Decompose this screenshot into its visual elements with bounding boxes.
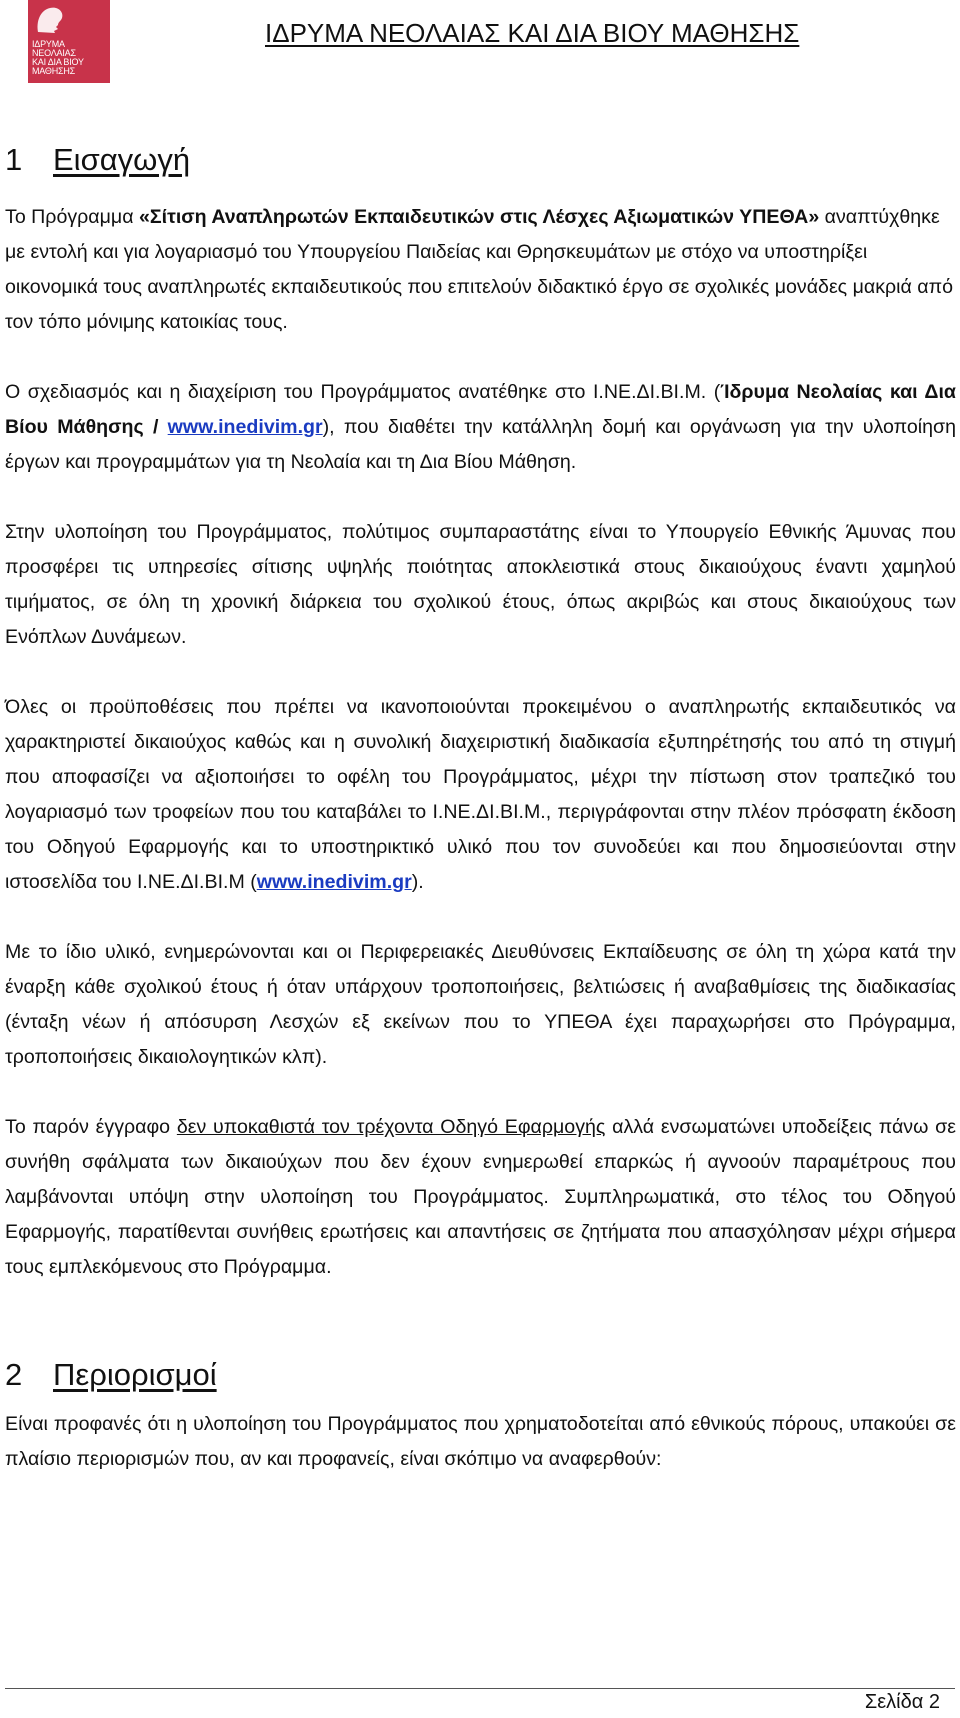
- page-header: [0, 0, 960, 90]
- paragraph-intro-4: Όλες οι προϋποθέσεις που πρέπει να ικανοποιούνται προκειμένου ο αναπληρωτής εκπαιδευτικός να χαρακτηριστεί δικαιούχος καθώς και η συνολική διαχειριστική διαδικασία εξυπηρέτησής του από τη στιγμή που αποφασίζει να αξιοποιήσει το οφέλη του Προγράμματος, μέχρι την πίστωση στον τραπεζικό του λογαριασμό των τροφείων που του καταβάλει το Ι.ΝΕ.ΔΙ.ΒΙ.Μ., περιγράφονται στην πλέον πρόσφατη έκδοση του Οδηγού Εφαρμογής και το υποστηρικτικό υλικό που τον συνοδεύει και που δημοσιεύονται στην ιστοσελίδα του Ι.ΝΕ.ΔΙ.ΒΙ.Μ (www.inedivim.gr).: [5, 696, 956, 893]
- paragraph-intro-1: Το Πρόγραμμα «Σίτιση Αναπληρωτών Εκπαιδευτικών στις Λέσχες Αξιωματικών ΥΠΕΘΑ» αναπτύχθηκε με εντολή και για λογαριασμό του Υπουργείου Παιδείας και Θρησκευμάτων με στόχο να υποστηρίξει οικονομικά τους αναπληρωτές εκπαιδευτικούς που επιτελούν διδακτικό έργο σε σχολικές μονάδες μακριά από τον τόπο μόνιμης κατοικίας τους.: [5, 206, 953, 333]
- paragraph-intro-5: Με το ίδιο υλικό, ενημερώνονται και οι Περιφερειακές Διευθύνσεις Εκπαίδευσης σε όλη τη χώρα κατά την έναρξη κάθε σχολικού έτους ή όταν υπάρχουν τροποποιήσεις, βελτιώσεις ή αναβαθμίσεις της διαδικασίας (ένταξη νέων ή απόσυρση Λεσχών εξ εκείνων που το ΥΠΕΘΑ έχει παραχωρήσει στο Πρόγραμμα, τροποποιήσεις δικαιολογητικών κλπ).: [5, 941, 956, 1068]
- page-number: Σελίδα 2: [864, 1691, 940, 1713]
- profile-head-icon: [34, 4, 66, 34]
- paragraph-intro-6: Το παρόν έγγραφο δεν υποκαθιστά τον τρέχοντα Οδηγό Εφαρμογής αλλά ενσωματώνει υποδείξεις πάνω σε συνήθη σφάλματα των δικαιούχων που δεν έχουν ενημερωθεί επαρκώς ή αγνοούν παραμέτρους που λαμβάνονται υπόψη στην υλοποίηση του Προγράμματος. Συμπληρωματικά, στο τέλος του Οδηγού Εφαρμογής, παρατίθενται συνήθεις ερωτήσεις και απαντήσεις σε ζητήματα που απασχόλησαν μέχρι σήμερα τους εμπλεκόμενους στο Πρόγραμμα.: [5, 1116, 956, 1278]
- paragraph-limitations-1: Είναι προφανές ότι η υλοποίηση του Προγράμματος που χρηματοδοτείται από εθνικούς πόρους, υπακούει σε πλαίσιο περιορισμών που, αν και προφανείς, είναι σκόπιμο να αναφερθούν:: [5, 1413, 956, 1470]
- footer-divider: [5, 1688, 955, 1689]
- paragraph-intro-3: Στην υλοποίηση του Προγράμματος, πολύτιμος συμπαραστάτης είναι το Υπουργείο Εθνικής Άμυνας που προσφέρει τις υπηρεσίες σίτισης υψηλής ποιότητας αποκλειστικά στους δικαιούχους έναντι χαμηλού τιμήματος, σε όλη τη χρονική διάρκεια του σχολικού έτους, όπως ακριβώς και στους δικαιούχους των Ενόπλων Δυνάμεων.: [5, 521, 956, 648]
- section-heading-introduction: 1 Εισαγωγή: [5, 142, 191, 177]
- logo-text: ΙΔΡΥΜΑ ΝΕΟΛΑΙΑΣ ΚΑΙ ΔΙΑ ΒΙΟΥ ΜΑΘΗΣΗΣ: [32, 39, 84, 76]
- section-heading-limitations: 2 Περιορισμοί: [5, 1357, 217, 1392]
- inedivim-logo: [28, 0, 110, 83]
- document-body: [5, 140, 956, 1477]
- paragraph-intro-2: Ο σχεδιασμός και η διαχείριση του Προγράμματος ανατέθηκε στο Ι.ΝΕ.ΔΙ.ΒΙ.Μ. (Ίδρυμα Νεολαίας και Δια Βίου Μάθησης / www.inedivim.gr), που διαθέτει την κατάλληλη δομή και οργάνωση για την υλοποίηση έργων και προγραμμάτων για τη Νεολαία και τη Δια Βίου Μάθηση.: [5, 381, 956, 473]
- header-title: ΙΔΡΥΜΑ ΝΕΟΛΑΙΑΣ ΚΑΙ ΔΙΑ ΒΙΟΥ ΜΑΘΗΣΗΣ: [265, 18, 800, 48]
- inedivim-link-2[interactable]: www.inedivim.gr: [256, 871, 412, 893]
- inedivim-link[interactable]: www.inedivim.gr: [167, 416, 323, 438]
